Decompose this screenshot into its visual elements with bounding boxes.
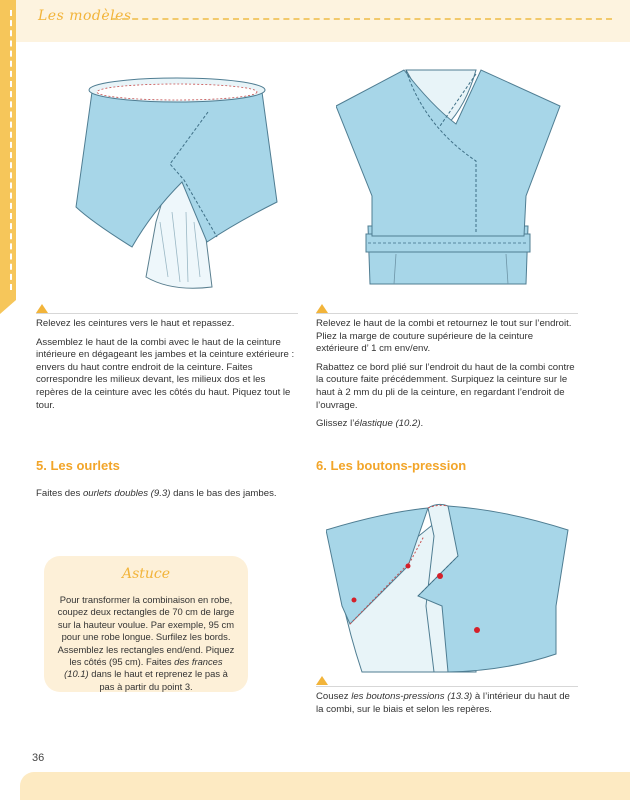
rule-right-top — [316, 313, 578, 314]
illustration-snap-buttons — [326, 496, 570, 674]
step-right-paragraph-1: Relevez le haut de la combi et retournez le tout sur l’endroit. Pliez la marge de couture supérieure de la ceinture extérieure d’ 1 cm env/env. — [316, 318, 572, 355]
tip-title: Astuce — [121, 566, 171, 582]
page-footer-band — [20, 772, 630, 800]
left-decorative-stripe — [0, 0, 16, 300]
step-text-left-top — [36, 318, 298, 418]
header-dashed-line — [112, 18, 612, 20]
page-number: 36 — [32, 752, 45, 764]
step-left-paragraph-1: Relevez les ceintures vers le haut et repassez. — [36, 318, 235, 329]
tip-box — [44, 556, 248, 692]
illustration-waistband-assembly — [72, 72, 284, 294]
illustration-waistband-topstitch — [336, 66, 562, 292]
step-marker-left-top — [36, 304, 48, 313]
heading-hems: 5. Les ourlets — [36, 458, 120, 473]
heading-snaps: 6. Les boutons-pression — [316, 458, 467, 473]
step-marker-right-top — [316, 304, 328, 313]
rule-left-top — [36, 313, 298, 314]
snaps-text: Cousez les boutons-pressions (13.3) à l’intérieur du haut de la combi, sur le biais et selon les repères. — [316, 691, 570, 715]
tip-text: Pour transformer la combinaison en robe, coupez deux rectangles de 70 cm de large sur la hauteur voulue. Par exemple, 95 cm pour une robe longue. Surfilez les bords. Assemblez les rectangles end/end. Piquez les côtés (95 cm). Faites des frances (10.1) dans le haut et reprenez le pas à pas à partir du point 3. — [57, 594, 235, 692]
hems-text: Faites des ourlets doubles (9.3) dans le bas des jambes. — [36, 488, 277, 499]
step-right-paragraph-2: Rabattez ce bord plié sur l’endroit du haut de la combi contre la couture faite précédemment. Surpiquez la ceinture sur le haut à 2 mm du pli de la ceinture, en regardant l’endroit de l’ouvrage. — [316, 361, 575, 411]
left-stripe-notch — [0, 300, 16, 314]
step-right-paragraph-3: Glissez l’élastique (10.2). — [316, 418, 424, 430]
rule-snaps — [316, 686, 578, 687]
left-stripe-dashes — [10, 10, 12, 290]
step-text-right-top — [316, 318, 578, 437]
step-marker-snaps — [316, 676, 328, 685]
step-left-paragraph-2: Assemblez le haut de la combi avec le haut de la ceinture intérieure en dégageant les jambes et la ceinture extérieure : envers du haut contre endroit de la ceinture. Faites correspondre les milieux devant, les milieux dos et les repères de la ceinture avec les côtés du haut. Piquez tout le tour. — [36, 336, 295, 411]
running-section-title: Les modèles — [38, 8, 132, 24]
